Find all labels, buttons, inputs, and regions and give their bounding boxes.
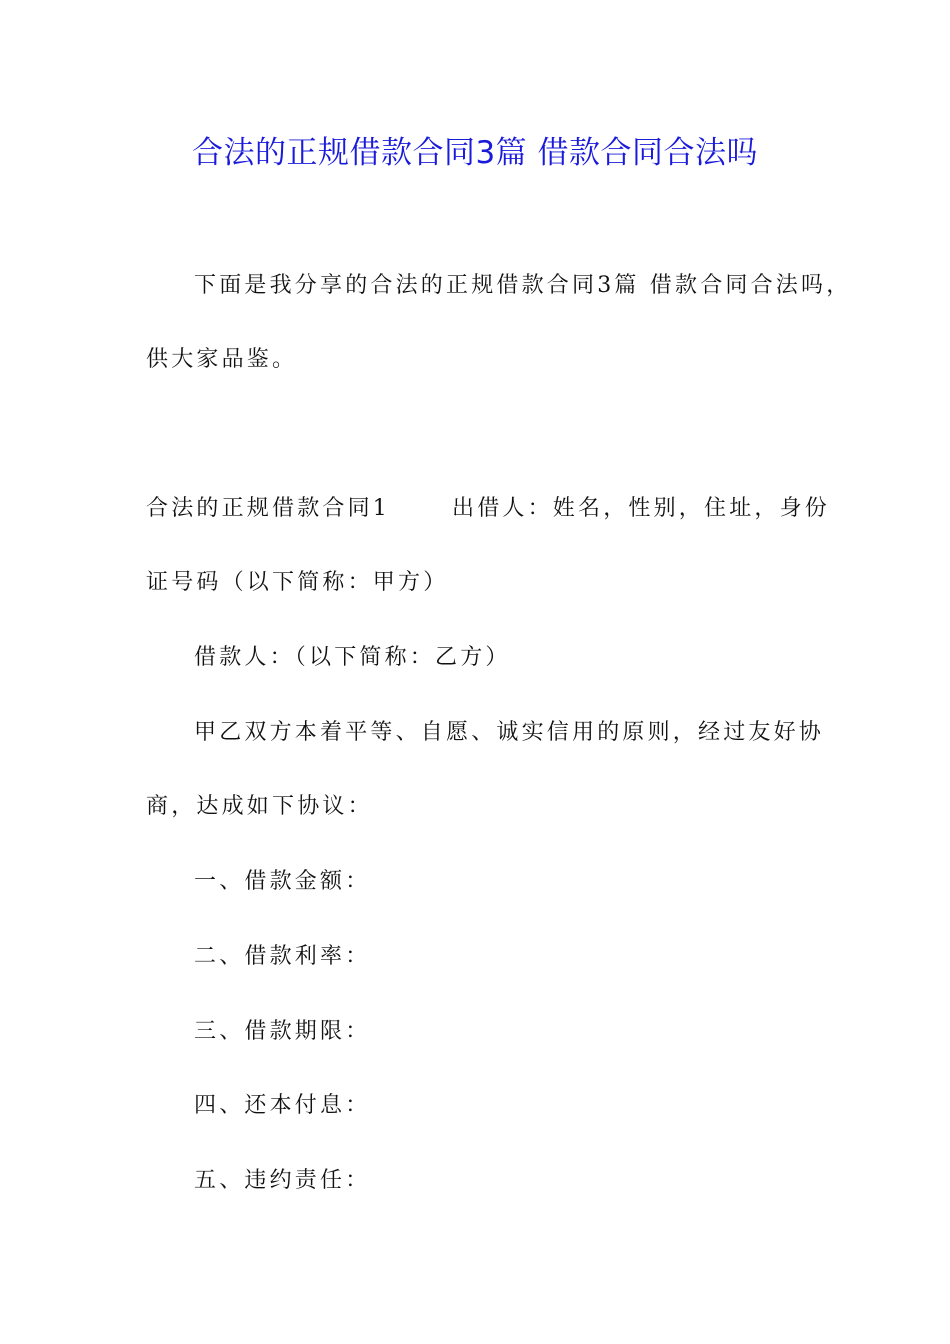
clause-3: 三、借款期限： <box>194 1019 371 1044</box>
intro-line-1: 下面是我分享的合法的正规借款合同3篇 借款合同合法吗， <box>194 273 852 298</box>
clause-4: 四、还本付息： <box>194 1093 371 1118</box>
preamble-line-2: 商，达成如下协议： <box>146 794 373 819</box>
clause-1: 一、借款金额： <box>194 869 371 894</box>
intro-line-2: 供大家品鉴。 <box>146 347 298 372</box>
document-title: 合法的正规借款合同3篇 借款合同合法吗 <box>191 135 759 171</box>
borrower-line: 借款人：（以下简称：乙方） <box>194 645 511 670</box>
contract-1-heading: 合法的正规借款合同1 <box>146 496 390 521</box>
contract-1-first-line <box>146 489 830 529</box>
clause-2: 二、借款利率： <box>194 944 371 969</box>
lender-line-2: 证号码（以下简称：甲方） <box>146 570 449 595</box>
preamble-line-1: 甲乙双方本着平等、自愿、诚实信用的原则，经过友好协 <box>194 720 825 745</box>
lender-line-1: 出借人：姓名，性别，住址，身份 <box>452 496 831 521</box>
clause-5: 五、违约责任： <box>194 1168 371 1193</box>
